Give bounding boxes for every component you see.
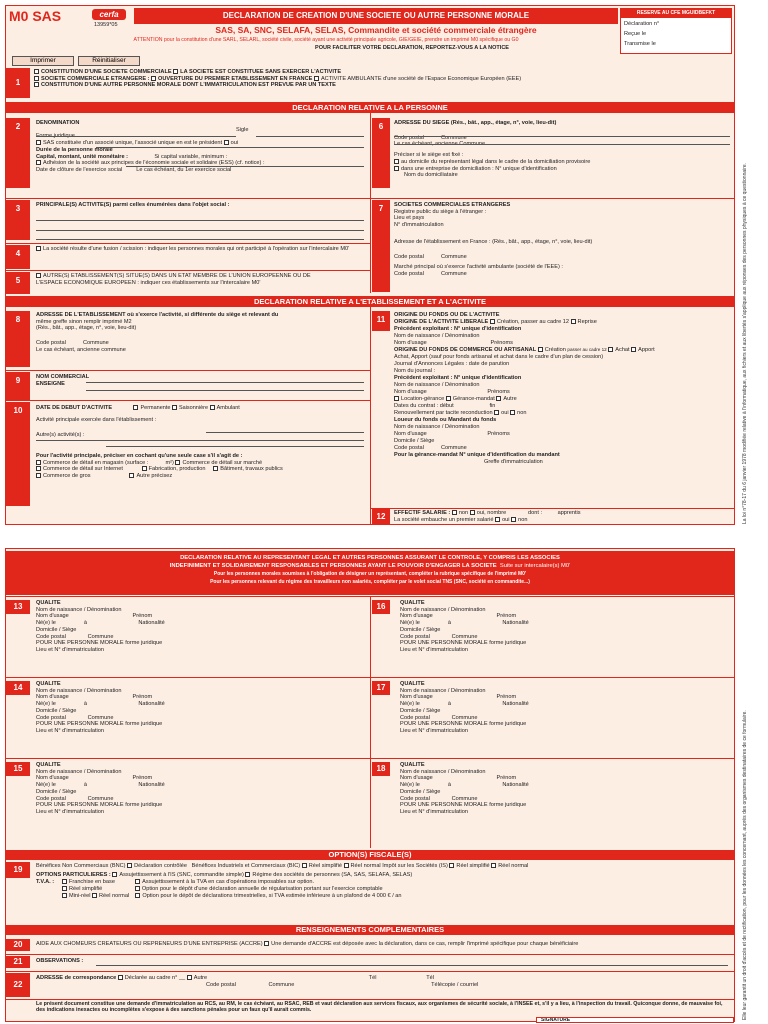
band-renseignements: RENSEIGNEMENTS COMPLEMENTAIRES [6, 925, 734, 935]
attention-note: ATTENTION pour la constitution d'une SARL, SELARL, société civile, société ayant une activité principale agricole, GIE/GEIE, prendre un imprimé M0 spécifique ou G0 [133, 37, 519, 43]
section-4-number: 4 [6, 245, 30, 269]
section-15-number: 15 [6, 762, 30, 776]
section-22[interactable]: ADRESSE de correspondance Déclarée au cadre n° __ Autre Tél Tél Code postal Commune Télécopie / courriel [36, 975, 479, 988]
section-3: PRINCIPALE(S) ACTIVITE(S) parmi celles énumérées dans l'objet social : [36, 202, 230, 208]
section-11: ORIGINE DU FONDS OU DE L'ACTIVITE ORIGINE DE L'ACTIVITE LIBERALE Création, passer au cadre 12 Reprise Précédent exploitant : N° unique d'identification Nom de naissance / Dénomination Nom d'usage Prénoms ORIGINE DU FONDS DE COMMERCE OU ARTISANAL Création passer au cadre 12 Achat Apport Achat, Apport (sauf pour fonds artisanal et achat dans le cadre d'un plan de cession) Journal d'Annonces Légales : date de parution Nom du journal : Précédent exploitant : N° unique d'identification Nom de naissance / Dénomination Nom d'usage Prénoms Location-gérance Gérance-mandat Autre Dates du contrat : début fin Renouvellement par tacite reconduction oui non Loueur du fonds ou Mandant du fonds Nom de naissance / Dénomination Nom d'usage Prénoms Domicile / Siège Code postal Commune Pour la gérance-mandat N° unique d'identification du mandant Greffe d'immatriculation [394, 312, 655, 465]
reset-button[interactable]: Réinitialiser [78, 56, 140, 66]
siege-domiciliation-option[interactable]: dans une entreprise de domiciliation : N° unique d'identification [394, 166, 732, 173]
tva-mini-reel[interactable]: Mini-réel Réel normal Option pour le dépôt de déclarations trimestrielles, si TVA estimée inférieure à un plafond de 4 000 € / an [36, 893, 732, 900]
forme-juridique-label: Forme juridique [36, 133, 75, 140]
cerfa-number: 13959*05 [94, 22, 118, 28]
section-21-number: 21 [6, 956, 30, 968]
sigle-label: Sigle [236, 126, 249, 133]
section-7: SOCIETES COMMERCIALES ETRANGERES Registre public du siège à l'étranger : Lieu et pays N° d'immatriculation Adresse de l'établissement en France : (Rés., bât., app., étage, n°, voie, lieu-dit) Code postal Commune Marché principal où s'exerce l'activité ambulante (société de l'EEE) : Code postal Commune [394, 202, 593, 277]
section-6: ADRESSE DU SIEGE (Rés., bât., app., étage, n°, voie, lieu-dit) Code postal Commune Le cas échéant, ancienne Commune Préciser si le siège est fixé : au domicile du représentant légal dans le cadre de la domiciliation provisoire dans une entreprise de domiciliation : N° unique d'identification Nom du domiciliataire [394, 120, 732, 198]
capital-label: Capital, montant, unité monétaire : Si capital variable, minimum : [36, 153, 228, 160]
adresse-siege-label: ADRESSE DU SIEGE (Rés., bât., app., étage, n°, voie, lieu-dit) [394, 120, 557, 126]
tva-franchise[interactable]: T.V.A. : Franchise en base Assujettissement à la TVA en cas d'opérations imposables sur option. [36, 878, 315, 885]
section-20-number: 20 [6, 939, 30, 951]
section-21: OBSERVATIONS : [36, 958, 84, 964]
section-8: ADRESSE DE L'ETABLISSEMENT où s'exerce l'activité, si différente du siège et relevant du même greffe sinon remplir imprimé M2 (Rés., bât., app., étage, n°, voie, lieu-dit) Code postal Commune Le cas échéant, ancienne commune [36, 312, 279, 353]
cerfa-logo: cerfa [92, 9, 126, 20]
section-16-number: 16 [372, 600, 390, 614]
section-18-number: 18 [372, 762, 390, 776]
reserve-cfe-title: RESERVE AU CFE MGUIDBEFKT [621, 9, 731, 18]
form-code: M0 SAS [9, 8, 62, 24]
print-button[interactable]: Imprimer [12, 56, 74, 66]
section-10: DATE DE DEBUT D'ACTIVITE Permanente Saisonnière Ambulant Activité principale exercée dans l'établissement : Autre(s) activité(s) : Pour l'activité principale, préciser en cochant qu'une seule case s'il s'agit de : Commerce de détail en magasin (surface : m²) Commerce de détail sur marché Commerce de détail sur Internet Fabrication, production Bâtiment, travaux publics Commerce de gros Autre précisez [36, 404, 368, 514]
siege-code-postal: Code postal Commune [394, 134, 467, 141]
reserve-declaration-field[interactable]: Déclaration n° [624, 21, 660, 27]
section-9-number: 9 [6, 372, 30, 400]
section-7-number: 7 [372, 200, 390, 292]
ess-option[interactable]: Adhésion de la société aux principes de l'économie sociale et solidaire (ESS) (cf. notice) : [36, 160, 366, 167]
band-representant: DECLARATION RELATIVE AU REPRESENTANT LEGAL ET AUTRES PERSONNES ASSURANT LE CONTROLE, Y COMPRIS LES ASSOCIES INDEFINIMENT ET SOLIDAIREMENT RESPONSABLES ET PERSONNES AYANT LE POUVOIR D'ENGAGER LA SOCIETE Suite sur intercalaire(s) M0' Pour les personnes morales soumises à l'obligation de désigner un représentant, compléter la rubrique spécifique de l'imprimé M0' Pour les personnes relevant du régime des travailleurs non salariés, compléter par le volet social TNS (SNC, société en commandite...) [6, 551, 734, 595]
section-6-number: 6 [372, 118, 390, 188]
section-14-number: 14 [6, 681, 30, 695]
form-subtitle: SAS, SA, SNC, SELAFA, SELAS, Commandite et société commerciale étrangère [215, 25, 537, 35]
section-1-number: 1 [6, 68, 30, 98]
section-11-number: 11 [372, 311, 390, 331]
side-note-1: La loi n°78-17 du 6 janvier 1978 modifiée relative à l'informatique, aux fichiers et aux libertés s'applique aux réponses des personnes physiques à ce questionnaire. [742, 162, 748, 524]
duree-label: Durée de la personne morale [36, 146, 113, 153]
regime-benefices[interactable]: Bénéfices Non Commerciaux (BNC) Déclaration contrôlée Bénéfices Industriels et Commerciaux (BIC) Réel simplifié Réel normal Impôt sur les Sociétés (IS) Réel simplifié Réel normal [36, 863, 529, 869]
activite-internet-option[interactable]: Commerce de détail sur Internet Fabrication, production Bâtiment, travaux publics [36, 466, 368, 473]
options-particulieres[interactable]: OPTIONS PARTICULIERES : Assujettissement à l'IS (SNC, commandite simple) Régime des sociétés de personnes (SA, SAS, SELAFA, SELAS) [36, 871, 413, 878]
band-fiscal: OPTION(S) FISCALE(S) [6, 850, 734, 860]
sas-associe-unique[interactable]: SAS constituée d'un associé unique, l'associé unique en est le président oui [36, 140, 366, 147]
representative-block[interactable]: QUALITE Nom de naissance / Dénomination Nom d'usage Prénom Né(e) le à Nationalité Domicile / Siège Code postal Commune POUR UNE PERSONNE MORALE forme juridique Lieu et N° d'immatriculation [36, 600, 165, 653]
section-19 [36, 863, 732, 923]
section-12-number: 12 [372, 509, 390, 525]
section-17-number: 17 [372, 681, 390, 695]
section-10-number: 10 [6, 402, 30, 506]
help-note: POUR FACILITER VOTRE DECLARATION, REPORTEZ-VOUS A LA NOTICE [315, 45, 509, 51]
section-1 [34, 69, 634, 98]
option-autre-pm[interactable]: CONSTITUTION D'UNE AUTRE PERSONNE MORALE DONT L'IMMATRICULATION EST PREVUE PAR UN TEXTE [34, 82, 634, 89]
section-22-number: 22 [6, 973, 30, 997]
form-title: DECLARATION DE CREATION D'UNE SOCIETE OU AUTRE PERSONNE MORALE [134, 8, 618, 24]
section-19-number: 19 [6, 862, 30, 878]
footer-declaration: Le présent document constitue une demande d'immatriculation au RCS, au RM, le cas échéant, au RSAC, REB et vaut déclaration aux services fiscaux, aux organismes de sécurité sociale, à l'INSEE et, s'il y a lieu, à l'inspection du travail. Quiconque donne, de mauvaise foi, des indications inexactes ou incomplètes s'expose à des sanctions pénales pour un faux qu'il aurait commis. [36, 1001, 723, 1014]
form-page-1 [5, 5, 735, 525]
activite-magasin-option[interactable]: Commerce de détail en magasin (surface : m²) Commerce de détail sur marché [36, 460, 368, 467]
representative-block[interactable]: QUALITE Nom de naissance / Dénomination Nom d'usage Prénom Né(e) le à Nationalité Domicile / Siège Code postal Commune POUR UNE PERSONNE MORALE forme juridique Lieu et N° d'immatriculation [400, 762, 529, 815]
siege-domicile-option[interactable]: au domicile du représentant légal dans le cadre de la domiciliation provisoire [394, 159, 732, 166]
representative-block[interactable]: QUALITE Nom de naissance / Dénomination Nom d'usage Prénom Né(e) le à Nationalité Domicile / Siège Code postal Commune POUR UNE PERSONNE MORALE forme juridique Lieu et N° d'immatriculation [400, 600, 529, 653]
signature-box[interactable]: SIGNATURE [536, 1017, 734, 1023]
side-note-2: Elle leur garantit un droit d'accès et de rectification, pour les données les concernant, auprès des organismes destinataires de ce formulaire. [742, 710, 748, 1020]
section-3-number: 3 [6, 200, 30, 240]
form-page-2 [5, 548, 735, 1022]
section-9: NOM COMMERCIAL ENSEIGNE [36, 374, 90, 387]
activite-gros-option[interactable]: Commerce de gros Autre précisez [36, 473, 368, 480]
denomination-label: DENOMINATION [36, 120, 80, 126]
section-12[interactable]: EFFECTIF SALARIE : non oui, nombre dont : apprentis La société embauche un premier salarié oui non [394, 510, 581, 523]
section-8-number: 8 [6, 311, 30, 367]
section-13-number: 13 [6, 600, 30, 614]
band-personne: DECLARATION RELATIVE A LA PERSONNE [6, 102, 734, 113]
band-etablissement: DECLARATION RELATIVE A L'ETABLISSEMENT ET A L'ACTIVITE [6, 296, 734, 307]
date-cloture-label: Date de clôture de l'exercice social Le cas échéant, du 1er exercice social [36, 166, 232, 173]
representative-block[interactable]: QUALITE Nom de naissance / Dénomination Nom d'usage Prénom Né(e) le à Nationalité Domicile / Siège Code postal Commune POUR UNE PERSONNE MORALE forme juridique Lieu et N° d'immatriculation [400, 681, 529, 734]
section-2-number: 2 [6, 118, 30, 188]
reserve-cfe-box [620, 8, 732, 54]
representative-block[interactable]: QUALITE Nom de naissance / Dénomination Nom d'usage Prénom Né(e) le à Nationalité Domicile / Siège Code postal Commune POUR UNE PERSONNE MORALE forme juridique Lieu et N° d'immatriculation [36, 762, 165, 815]
section-5-number: 5 [6, 272, 30, 294]
option-societe-etrangere[interactable]: SOCIETE COMMERCIALE ETRANGERE : OUVERTURE DU PREMIER ETABLISSEMENT EN FRANCE ACTIVITE AMBULANTE d'une société de l'Espace Economique Européen (EEE) [34, 76, 634, 83]
reserve-received-field[interactable]: Reçue le [624, 31, 647, 37]
section-4[interactable]: La société résulte d'une fusion / scission : indiquer les personnes morales qui ont participé à l'opération sur l'intercalaire M0' [36, 246, 366, 266]
option-constitution[interactable]: CONSTITUTION D'UNE SOCIETE COMMERCIALE LA SOCIETE EST CONSTITUEE SANS EXERCER L'ACTIVITE [34, 69, 634, 76]
section-5[interactable]: AUTRE(S) ETABLISSEMENT(S) SITUE(S) DANS UN ETAT MEMBRE DE L'UNION EUROPEENNE OU DE L'ESPACE ECONOMIQUE EUROPEEN : indiquer ces établissements sur l'intercalaire M0' [36, 273, 311, 286]
tva-reel-simplifie[interactable]: Réel simplifié Option pour le dépôt d'une déclaration annuelle de régularisation portant sur l'exercice comptable [36, 886, 732, 893]
reserve-transmitted-field[interactable]: Transmise le [624, 41, 656, 47]
section-2 [36, 120, 366, 196]
representative-block[interactable]: QUALITE Nom de naissance / Dénomination Nom d'usage Prénom Né(e) le à Nationalité Domicile / Siège Code postal Commune POUR UNE PERSONNE MORALE forme juridique Lieu et N° d'immatriculation [36, 681, 165, 734]
section-20[interactable]: AIDE AUX CHOMEURS CREATEURS OU REPRENEURS D'UNE ENTREPRISE (ACCRE) Une demande d'ACCRE est déposée avec la déclaration, dans ce cas, remplir l'imprimé spécifique pour chaque bénéficiaire [36, 941, 579, 947]
